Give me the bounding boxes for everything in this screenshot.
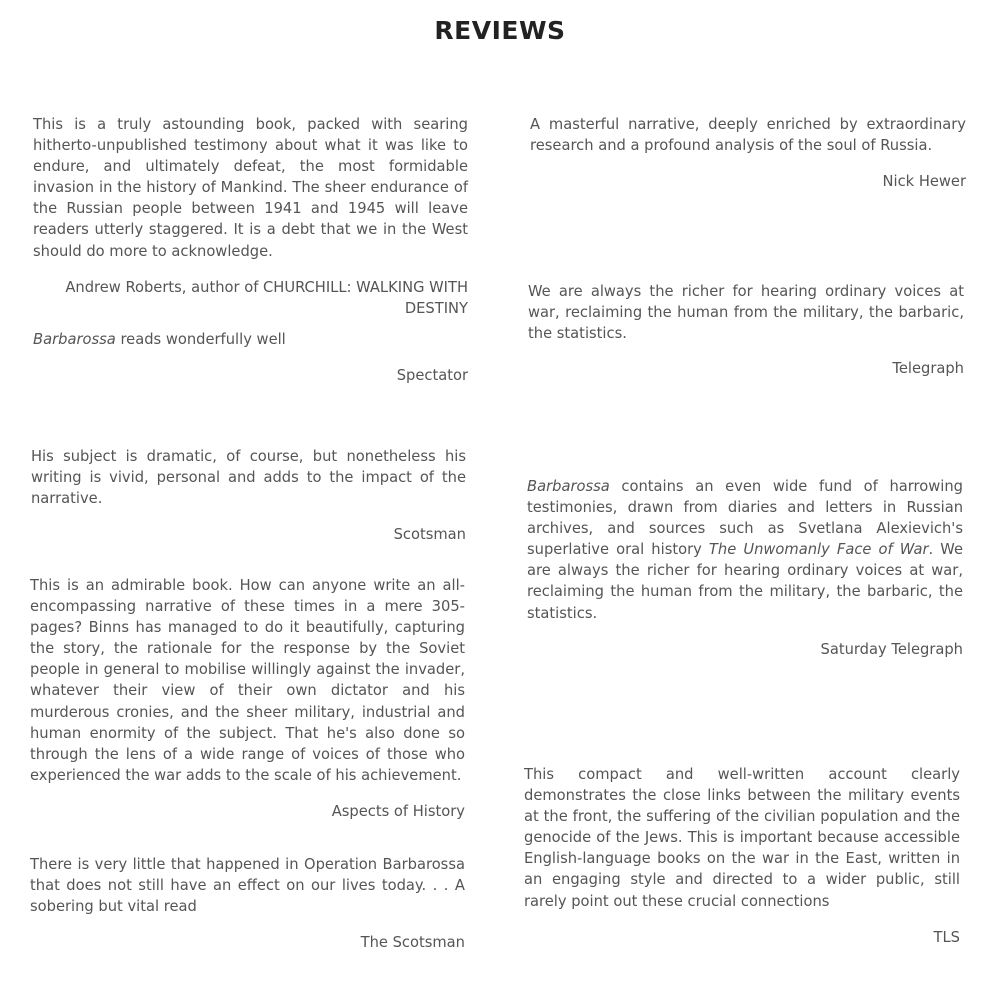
review-aspects-of-history	[30, 575, 465, 822]
review-source: TLS	[933, 928, 960, 946]
review-source: Nick Hewer	[882, 173, 966, 191]
review-quote: We are always the richer for hearing ordinary voices at war, reclaiming the human from the military, the barbaric, the statistics.	[528, 283, 964, 343]
review-source: Aspects of History	[331, 802, 465, 820]
review-quote: A masterful narrative, deeply enriched by extraordinary research and a profound analysis of the soul of Russia.	[530, 116, 966, 155]
review-source: Andrew Roberts, author of CHURCHILL: WALKING WITH DESTINY	[65, 278, 468, 317]
review-quote: Barbarossa reads wonderfully well	[33, 331, 286, 348]
review-telegraph	[528, 281, 964, 379]
review-source: Spectator	[396, 367, 468, 385]
review-quote: This compact and well-written account clearly demonstrates the close links between the military events at the front, the suffering of the civilian population and the genocide of the Jews. This is important because accessible English-language books on the war in the East, written in an engaging style and directed to a wider public, still rarely point out these crucial connections	[524, 766, 960, 910]
book-title: Barbarossa	[527, 478, 610, 495]
page-title: REVIEWS	[434, 16, 566, 45]
book-title: Barbarossa	[33, 331, 116, 348]
review-source: The Scotsman	[360, 934, 465, 952]
review-the-scotsman	[30, 854, 465, 953]
review-scotsman	[31, 446, 466, 545]
review-quote: There is very little that happened in Operation Barbarossa that does not still have an effect on our lives today. . . A sobering but vital read	[30, 856, 465, 916]
review-saturday-telegraph	[527, 476, 963, 660]
review-nick-hewer	[530, 114, 966, 192]
review-quote: This is a truly astounding book, packed with searing hitherto-unpublished testimony about what it was like to endure, and ultimately defeat, the most formidable invasion in the history of Mankind. The sheer endurance of the Russian people between 1941 and 1945 will leave readers utterly staggered. It is a debt that we in the West should do more to acknowledge.	[33, 116, 468, 260]
review-source: Saturday Telegraph	[820, 640, 963, 658]
book-title: The Unwomanly Face of War	[708, 541, 929, 559]
review-source: Scotsman	[393, 526, 466, 544]
review-tls	[524, 764, 960, 948]
review-source: Telegraph	[892, 360, 964, 378]
review-quote: Barbarossa contains an even wide fund of harrowing testimonies, drawn from diaries and letters in Russian archives, and sources such as Svetlana Alexievich's superlative oral history The Unwomanly Face of War. We are always the richer for hearing ordinary voices at war, reclaiming the human from the military, the barbaric, the statistics.	[527, 478, 963, 622]
review-quote: His subject is dramatic, of course, but nonetheless his writing is vivid, personal and adds to the impact of the narrative.	[31, 448, 466, 508]
review-roberts	[33, 114, 468, 319]
review-quote: This is an admirable book. How can anyone write an all-encompassing narrative of these times in a mere 305-pages? Binns has managed to do it beautifully, capturing the story, the rationale for the response by the Soviet people in general to mobilise willingly against the invader, whatever their view of their own dictator and his murderous cronies, and the sheer military, industrial and human enormity of the subject. That he's also done so through the lens of a wide range of voices of those who experienced the war adds to the scale of his achievement.	[30, 577, 465, 784]
review-spectator	[33, 329, 468, 386]
